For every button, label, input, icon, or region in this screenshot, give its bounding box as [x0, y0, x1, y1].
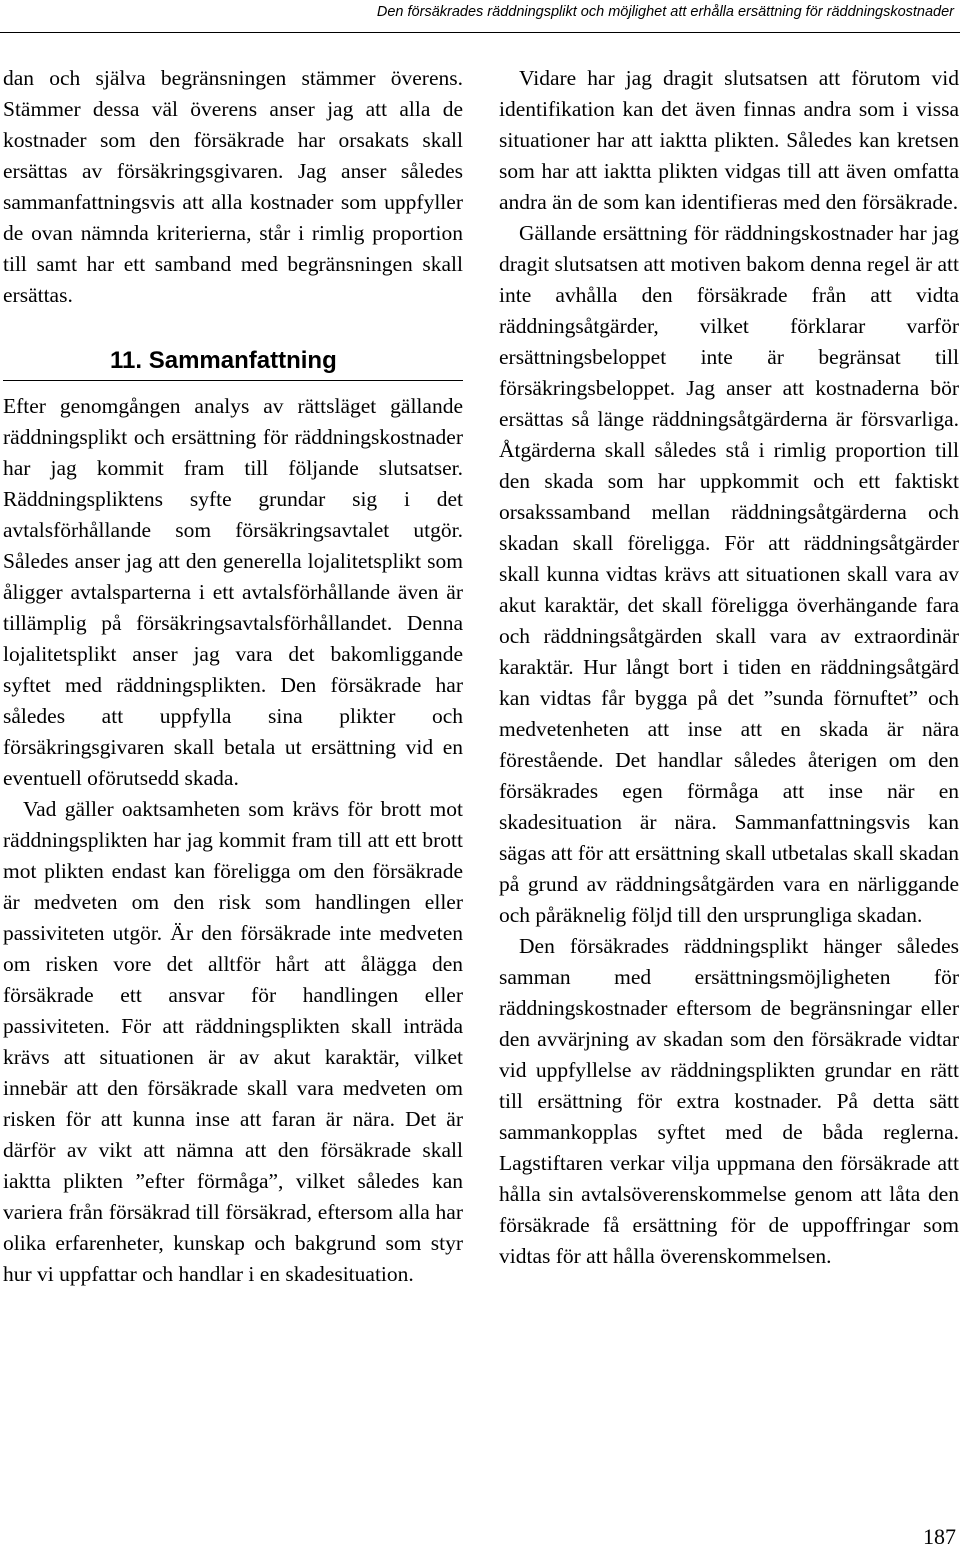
summary-paragraph: Efter genomgången analys av rättsläget gällande räddningsplikt och ersättning för räddningskostnader har jag kommit fram till följande slutsatser. Räddningspliktens syfte grundar sig i det avtalsförhållande som försäkringsavtalet utgör. Således anser jag att den generella lojalitetsplikt som åligger avtalsparterna i ett avtalsförhållande även är tillämplig på försäkringsavtalsförhållandet. Denna lojalitetsplikt anser jag vara det bakomliggande syftet med räddningsplikten. Den försäkrade har således att uppfylla sina plikter och försäkringsgivaren skall betala ut ersättning vid en eventuell oförutsedd skada. — [3, 394, 463, 790]
right-column — [499, 63, 959, 1272]
page-number: 187 — [923, 1524, 956, 1549]
section-title: Sammanfattning — [148, 347, 337, 374]
identification-paragraph: Vidare har jag dragit slutsatsen att förutom vid identifikation kan det även finnas andra som i vissa situationer har att iaktta plikten. Således kan kretsen som har att iaktta plikten vidgas till att även omfatta andra än de som kan identifieras med den försäkrade. — [499, 66, 959, 214]
conclusion-paragraph: Den försäkrades räddningsplikt hänger således samman med ersättningsmöjligheten för räddningskostnader eftersom de begränsningar eller den avvärjning av skadan som den försäkrade vidtar vid uppfyllelse av räddningsplikten grundar en rätt till ersättning för extra kostnader. På detta sätt sammankopplas syftet med de båda reglerna. Lagstiftaren verkar vilja uppmana den försäkrade att hålla sin avtalsöverenskommelse genom att låta den försäkrade få ersättning för de uppoffringar som vidtas för att hålla överenskommelsen. — [499, 934, 959, 1268]
section-heading — [3, 346, 463, 381]
negligence-paragraph: Vad gäller oaktsamheten som krävs för brott mot räddningsplikten har jag kommit fram till att ett brott mot plikten endast kan föreligga om den försäkrade är medveten om den risk som handlingen eller passiviteten utgör. Är den försäkrade inte medveten om risken vore det alltför hårt att ålägga den försäkrade ett ansvar för handlingen eller passiviteten. För att räddningsplikten skall inträda krävs att situationen är av akut karaktär, vilket innebär att den försäkrade skall vara medveten om risken för att kunna inse att faran är nära. Det är därför av vikt att nämna att den försäkrade skall iaktta plikten ”efter förmåga”, vilket således kan variera från försäkrad till försäkrad, eftersom alla har olika erfarenheter, kunskap och bakgrund som styr hur vi uppfattar och handlar i en skadesituation. — [3, 797, 463, 1286]
left-column — [3, 63, 463, 1290]
intro-paragraph: dan och själva begränsningen stämmer överens. Stämmer dessa väl överens anser jag att alla de kostnader som den försäkrade har orsakats skall ersättas av försäkringsgivaren. Jag anser således sammanfattningsvis att alla kostnader som uppfyller de ovan nämnda kriterierna, står i rimlig proportion till samt har ett samband med begränsningen skall ersättas. — [3, 66, 463, 307]
header-divider — [0, 32, 960, 33]
running-header: Den försäkrades räddningsplikt och möjlighet att erhålla ersättning för räddningskostnader — [376, 4, 954, 20]
section-number: 11. — [110, 347, 143, 374]
compensation-paragraph: Gällande ersättning för räddningskostnader har jag dragit slutsatsen att motiven bakom denna regel är att inte avhålla den försäkrade från att vidta räddningsåtgärder, vilket förklarar varför ersättningsbeloppet inte är begränsat till försäkringsbeloppet. Jag anser att kostnaderna bör ersättas så länge räddningsåtgärderna är försvarliga. Åtgärderna skall således stå i rimlig proportion till den skada som har uppkommit och ett faktiskt orsakssamband mellan räddningsåtgärderna och skadan skall föreligga. För att räddningsåtgärder skall kunna vidtas krävs att situationen skall vara av akut karaktär, det skall föreligga överhängande fara och räddningsåtgärden skall vara av extraordinär karaktär. Hur långt bort i tiden en räddningsåtgärd kan vidtas får bygga på det ”sunda förnuftet” och medvetenheten att inse att en skada är nära förestående. Det handlar således återigen om den försäkrades egen förmåga att inse när en skadesituation är nära. Sammanfattningsvis kan sägas att för att ersättning skall utbetalas skall skadan på grund av räddningsåtgärden vara en närliggande och påräknelig följd till den ursprungliga skadan. — [499, 221, 959, 927]
